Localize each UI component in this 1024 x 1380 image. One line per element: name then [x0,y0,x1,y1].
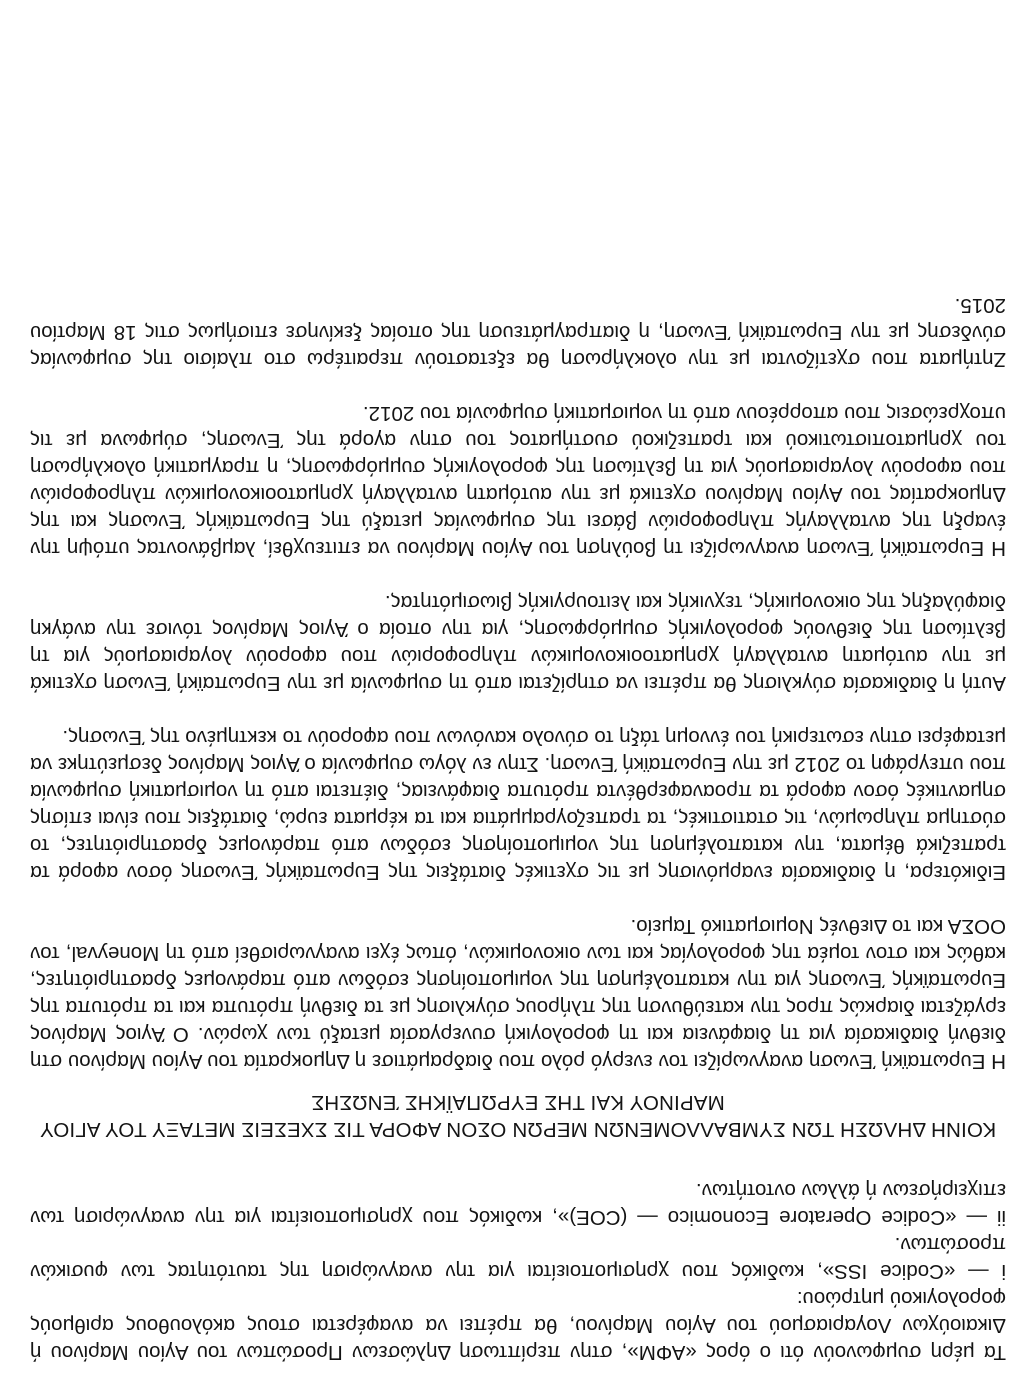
intro-paragraph: Τα μέρη συμφωνούν ότι ο όρος «ΑΦΜ», στην περίπτωση Δηλώσεων Προσώπων του Αγίου Μαρίνου ή Δικαιούχων Λογαριασμού του Αγίου Μαρίνου, θα πρέπει να αναφέρεται στους ακόλουθους αριθμούς φορολογικού μητρώου: [30,1287,1006,1364]
list-item-marker: ii — [966,1206,1006,1229]
list-item-text: «Codice ISS», κωδικός που χρησιμοποιείται για την αναγνώριση της ταυτότητας των φυσικών προσώπων. [29,1233,1006,1283]
list-item-marker: i — [968,1260,1006,1283]
paragraph-convergence: Αυτή η διαδικασία σύγκλισης θα πρέπει να στηρίζεται από τη συμφωνία με την Ευρωπαϊκή Ένωση σχετικά με την αυτόματη ανταλλαγή χρηματοοικονομικών πληροφοριών που αφορούν λογαριασμούς για τη βελτίωση της διεθνούς φορολογικής συμμόρφωσης, για την οποία ο Άγιος Μαρίνος τόνισε την ανάγκη διαφύλαξης της οικονομικής, τεχνικής και λειτουργικής βιωσιμότητας. [30,591,1006,695]
heading-line-1: ΚΟΙΝΗ ΔΗΛΩΣΗ ΤΩΝ ΣΥΜΒΑΛΛΟΜΕΝΩΝ ΜΕΡΩΝ ΟΣΟΝ ΑΦΟΡΑ ΤΙΣ ΣΧΕΣΕΙΣ ΜΕΤΑΞΥ ΤΟΥ ΑΓΙΟΥ [39,1118,997,1141]
list-item-codice-coe [30,1177,1006,1231]
list-item-codice-iss [30,1231,1006,1285]
heading-line-2: ΜΑΡΙΝΟΥ ΚΑΙ ΤΗΣ ΕΥΡΩΠΑΪΚΗΣ ΈΝΩΣΗΣ [311,1091,725,1114]
paragraph-recognition: Η Ευρωπαϊκή Ένωση αναγνωρίζει τον ενεργό ρόλο που διαδραμάτισε η Δημοκρατία του Αγίου Μαρίνου στη διεθνή διαδικασία για τη διαφάνεια και τη φορολογική συνεργασία μεταξύ των χωρών. Ο Άγιος Μαρίνος εργάζεται διαρκώς προς την κατεύθυνση της πλήρους σύγκλισης με τα διεθνή πρότυπα και τα πρότυπα της Ευρωπαϊκής Ένωσης για την καταπολέμηση της νομιμοποίησης εσόδων από παράνομες δραστηριότητες, καθώς και στον τομέα της φορολογίας και των οικονομικών, όπως έχει αναγνωρισθεί από τη Moneyval, τον ΟΟΣΑ και το Διεθνές Νομισματικό Ταμείο. [30,915,1006,1073]
paragraph-integration: Η Ευρωπαϊκή Ένωση αναγνωρίζει τη βούληση του Αγίου Μαρίνου να επιτευχθεί, λαμβάνοντας υπόψη την έναρξη της ανταλλαγής πληροφοριών βάσει της συμφωνίας μεταξύ της Ευρωπαϊκής Ένωσης και της Δημοκρατίας του Αγίου Μαρίνου σχετικά με την αυτόματη ανταλλαγή χρηματοοικονομικών πληροφοριών που αφορούν λογαριασμούς για τη βελτίωση της φορολογικής συμμόρφωσης, η πραγματική ολοκλήρωση του χρηματοπιστωτικού και τραπεζικού συστήματος του στην αγορά της Ένωσης, σύμφωνα με τις υποχρεώσεις που απορρέουν από τη νομισματική συμφωνία του 2012. [30,402,1006,560]
paragraph-association-agreement: Ζητήματα που σχετίζονται με την ολοκλήρωση θα εξεταστούν περαιτέρω στο πλαίσιο της συμφωνίας σύνδεσης με την Ευρωπαϊκή Ένωση, η διαπραγμάτευση της οποίας ξεκίνησε επισήμως στις 18 Μαρτίου 2015. [30,294,1006,371]
joint-declaration-heading [30,1089,1006,1143]
paragraph-harmonisation: Ειδικότερα, η διαδικασία εναρμόνισης με τις σχετικές διατάξεις της Ευρωπαϊκής Ένωσης όσον αφορά τα τραπεζικά θέματα, την καταπολέμηση της νομιμοποίησης εσόδων από παράνομες δραστηριότητες, το σύστημα πληρωμών, τις στατιστικές, τα τραπεζογραμμάτια και τα κέρματα ευρώ, διατάξεις που είναι επίσης σημαντικές όσον αφορά τα προαναφερθέντα πρότυπα διαφάνειας, διέπεται από τη νομισματική συμφωνία που υπεγράφη το 2012 με την Ευρωπαϊκή Ένωση. Στην εν λόγω συμφωνία ο Άγιος Μαρίνος δεσμεύτηκε να μεταφέρει στην εσωτερική του έννομη τάξη το σύνολο κανόνων που αφορούν το κεκτημένο της Ένωσης. [30,726,1006,884]
list-item-text: «Codice Operatore Economico — (COE)», κωδικός που χρησιμοποιείται για την αναγνώριση των επιχειρήσεων ή άλλων οντοτήτων. [30,1179,1006,1229]
